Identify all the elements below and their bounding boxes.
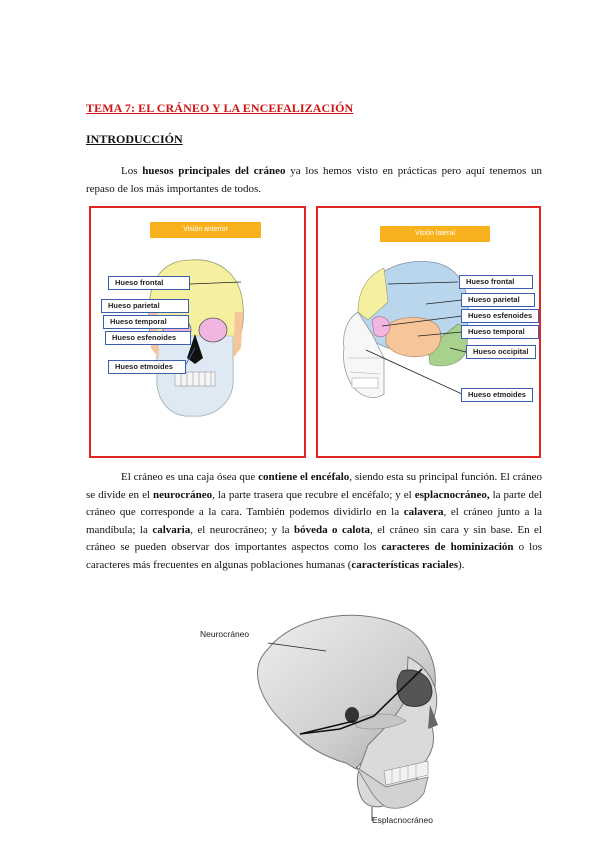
text-segment: caracteres de hominización xyxy=(381,541,514,554)
text-segment: bóveda o calota xyxy=(293,523,371,536)
label-occipital-lateral: Hueso occipital xyxy=(466,345,536,359)
anterior-view-label: Visión anterior xyxy=(150,222,261,238)
skull-lateral-figure xyxy=(196,595,446,830)
label-temporal: Hueso temporal xyxy=(103,315,189,329)
text-segment: calvaria xyxy=(152,523,191,536)
section-heading: INTRODUCCIÓN xyxy=(86,132,183,146)
page-title: TEMA 7: EL CRÁNEO Y LA ENCEFALIZACIÓN xyxy=(86,101,354,115)
text-segment: características raciales xyxy=(351,558,459,571)
label-esplacnocraneo: Esplacnocráneo xyxy=(372,815,433,825)
intro-paragraph xyxy=(86,163,542,198)
text-segment: contiene el encéfalo xyxy=(258,471,350,483)
text-segment: esplacnocráneo, xyxy=(414,488,490,501)
text-segment: huesos principales del cráneo xyxy=(142,165,286,177)
label-neurocraneo: Neurocráneo xyxy=(200,629,250,639)
label-esfenoides: Hueso esfenoides xyxy=(105,331,191,345)
text-segment: El cráneo es una caja ósea que xyxy=(121,471,259,483)
text-segment: calavera xyxy=(403,506,444,519)
label-frontal: Hueso frontal xyxy=(108,276,190,290)
text-segment: , el neurocráneo; y la xyxy=(190,523,294,536)
text-segment: , el cráneo junto a la mandíbula; la xyxy=(86,506,542,536)
text-segment: , la parte trasera que recubre el encéfalo; y el xyxy=(212,488,415,501)
text-segment: , siendo esta su principal función. El cráneo se divide en el xyxy=(86,471,543,501)
lateral-view-figure xyxy=(316,206,541,458)
label-esfenoides-lateral: Hueso esfenoides xyxy=(461,309,539,323)
label-temporal-lateral: Hueso temporal xyxy=(461,325,539,339)
text-segment: ya los hemos visto en prácticas pero aquí tenemos un repaso de los más importantes de todos. xyxy=(86,165,543,195)
text-segment: o los caracteres más frecuentes en algunas poblaciones humanas ( xyxy=(86,541,542,571)
anterior-view-figure xyxy=(89,206,306,458)
label-etmoides: Hueso etmoides xyxy=(108,360,186,374)
text-segment: la parte del cráneo que corresponde a la cara. También podemos dividirlo en la xyxy=(86,488,542,519)
text-segment: , el cráneo sin cara y sin base. En el cráneo se pueden observar dos importantes aspectos como los xyxy=(86,523,542,554)
label-frontal-lateral: Hueso frontal xyxy=(459,275,533,289)
body-paragraph xyxy=(86,469,542,575)
label-parietal-lateral: Hueso parietal xyxy=(461,293,535,307)
text-segment: ). xyxy=(458,558,465,571)
label-parietal: Hueso parietal xyxy=(101,299,189,313)
label-etmoides-lateral: Hueso etmoides xyxy=(461,388,533,402)
text-segment: neurocráneo xyxy=(153,488,213,501)
lateral-view-label: Visión lateral xyxy=(380,226,490,242)
text-segment: Los xyxy=(121,165,143,177)
